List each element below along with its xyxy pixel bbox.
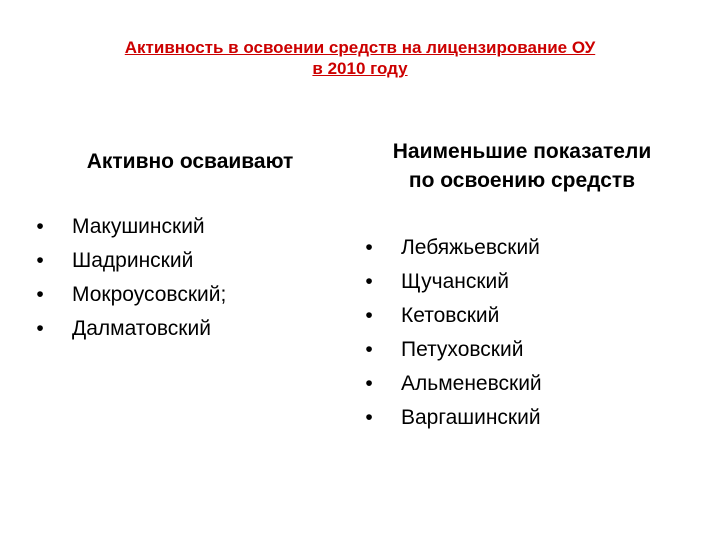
list-item xyxy=(357,401,542,435)
right-heading-line-2: по освоению средств xyxy=(408,169,636,192)
bullet-icon: • xyxy=(365,304,373,327)
list-item xyxy=(357,265,542,299)
bullet-icon: • xyxy=(36,215,44,238)
bullet-icon: • xyxy=(36,317,44,340)
list-item-label: Шадринский xyxy=(72,249,194,272)
list-item xyxy=(357,231,542,265)
list-item-label: Кетовский xyxy=(401,304,500,327)
left-district-list xyxy=(28,210,226,346)
list-item-label: Мокроусовский; xyxy=(72,283,227,306)
bullet-icon: • xyxy=(365,236,373,259)
list-item xyxy=(28,278,226,312)
list-item-label: Варгашинский xyxy=(401,406,541,429)
left-column-heading: Активно осваивают xyxy=(86,150,294,173)
slide-title-line-1: Активность в освоении средств на лицензирование ОУ xyxy=(124,38,596,57)
bullet-icon: • xyxy=(365,372,373,395)
right-district-list xyxy=(357,231,542,435)
bullet-icon: • xyxy=(365,270,373,293)
list-item-label: Петуховский xyxy=(401,338,524,361)
list-item-label: Далматовский xyxy=(72,317,211,340)
list-item xyxy=(28,244,226,278)
list-item xyxy=(357,333,542,367)
list-item-label: Макушинский xyxy=(72,215,205,238)
list-item-label: Лебяжьевский xyxy=(401,236,540,259)
slide-title-line-2: в 2010 году xyxy=(312,59,408,78)
right-heading-line-1: Наименьшие показатели xyxy=(392,140,652,163)
list-item-label: Альменевский xyxy=(401,372,542,395)
list-item xyxy=(357,299,542,333)
bullet-icon: • xyxy=(365,338,373,361)
list-item xyxy=(28,210,226,244)
right-column-heading xyxy=(362,137,682,195)
list-item xyxy=(28,312,226,346)
bullet-icon: • xyxy=(36,249,44,272)
slide-title xyxy=(0,37,720,79)
bullet-icon: • xyxy=(36,283,44,306)
list-item xyxy=(357,367,542,401)
list-item-label: Щучанский xyxy=(401,270,510,293)
bullet-icon: • xyxy=(365,406,373,429)
